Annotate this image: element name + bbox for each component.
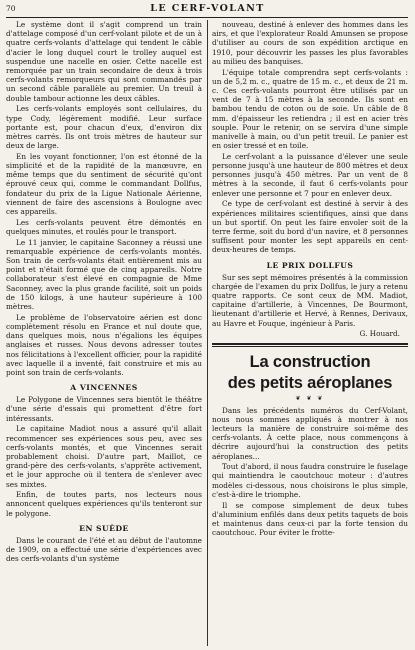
right-column [212,20,408,646]
page-header [0,2,415,16]
section-title-prix-dollfus: LE PRIX DOLLFUS [266,260,354,270]
paragraph: L'équipe totale comprendra sept cerfs-volants : un de 5,2 m. c., quatre de 15 m. c., et deux de 21 m. c. Ces cerfs-volants pourront être utilisés par un vent de 7 à 15 mètres à la seconde. Ils sont en bambou tendu de coton ou de soie. Un câble de 8 mm. d'épaisseur les retiendra ; il est en acier très souple. Pour le retenir, on se servira d'une simple manivelle à main, ou d'un petit treuil. Le panier est en osier tressé et en toile. [212,67,408,151]
paragraph: Dans les précédents numéros du Cerf-Volant, nous nous sommes appliqués à montrer à nos lecteurs la manière de construire soi-même des cerfs-volants. À cette place, nous commençons à décrire aujourd'hui la construction des petits aéroplanes... [212,405,408,461]
left-column [6,20,202,646]
paragraph: Le 11 janvier, le capitaine Saconney a réussi une remarquable expérience de cerfs-volants montés. Son train de cerfs-volants était entièrement mis au point et n'était formé que de cinq appareils. Notre collaborateur s'est élevé en compagnie de Mme Saconney, avec la plus grande facilité, soit un poids de 150 kilogs, à une hauteur supérieure à 100 mètres. [6,237,202,312]
paragraph: Il se compose simplement de deux tubes d'aluminium enfilés dans deux petits taquets de bois et maintenus dans ceux-ci par la forte tension du caoutchouc. Pour éviter le frotte- [212,500,408,538]
paragraph: Tout d'abord, il nous faudra construire le fuselage qui maintiendra le caoutchouc moteur : d'autres modèles ci-dessous, nous choisirons le plus simple, c'est-à-dire le triomphe. [212,462,408,499]
article-title-line-2: des petits aéroplanes [227,373,393,392]
paragraph: Les cerfs-volants peuvent être démontés en quelques minutes, et roulés pour le transport. [6,217,202,236]
paragraph: Dans le courant de l'été et au début de l'automne de 1909, on a effectué une série d'expériences avec des cerfs-volants d'un système [6,535,202,564]
paragraph: Enfin, de toutes parts, nos lecteurs nous annoncent quelques expériences qu'ils tenteront sur le polygone. [6,490,202,518]
section-title-suede: EN SUÈDE [79,523,129,533]
paragraph: Ce type de cerf-volant est destiné à servir à des expériences militaires scientifiques, ainsi que dans un but sportif. On peut les faire envoler soit de la terre ferme, soit du bord d'un navire, et 8 personnes suffisent pour monter les sept appareils en cent-deux-heures de temps. [212,199,408,255]
paragraph: Les cerfs-volants employés sont cellulaires, du type Cody, légèrement modifié. Leur surface portante est, pour chacun d'eux, d'environ dix mètres carrés. Ils ont trois mètres de hauteur sur deux de large. [6,104,202,151]
paragraph: Le Polygone de Vincennes sera bientôt le théâtre d'une série d'essais qui promettent d'être fort intéressants. [6,395,202,423]
paragraph: nouveau, destiné à enlever des hommes dans les airs, et que l'explorateur Roald Amunsen se propose d'utiliser au cours de son expédition arctique en 1910, pour découvrir les passes les plus favorables au milieu des banquises. [212,20,408,66]
journal-title: LE CERF-VOLANT [150,3,265,14]
paragraph: Le problème de l'observatoire aérien est donc complètement résolu en France et nul doute que, dans quelques mois, nous n'égalions les équipes anglaises et russes. Nous devons adresser toutes nos félicitations à l'excellent officier, pour la rapidité avec laquelle il a inventé, fait construire et mis au point son train de cerfs-volants. [6,312,202,378]
paragraph: Sur ses sept mémoires présentés à la commission chargée de l'examen du prix Dollfus, le jury a retenu quatre rapports. Ce sont ceux de MM. Madiot, capitaine d'artillerie, à Vincennes, De Bourmont, lieutenant d'artillerie et Hervé, à Rennes, Derivaux, au Havre et Fouque, ingénieur à Paris. [212,272,408,328]
paragraph: En les voyant fonctionner, l'on est étonné de la simplicité et de la rapidité de la manœuvre, en même temps que du sentiment de sécurité qu'ont éprouvé ceux qui, comme le commandant Dollfus, fondateur du prix de la Ligue Nationale Aérienne, viennent de faire des ascensions à Boulogne avec ces appareils. [6,151,202,217]
section-title-vincennes: A VINCENNES [70,383,138,393]
paragraph: Le système dont il s'agit comprend un train d'attelage composé d'un cerf-volant pilote et de un à quatre cerfs-volants d'attelage qui tendent le câble d'acier le long duquel court le trolley auquel est suspendue une nacelle en osier. Cette nacelle est remorquée par un train secondaire de deux à trois cerfs-volants remorqueurs qui sont commandés par un second câble parallèle au premier. Un treuil à double tambour actionne les deux câbles. [6,20,202,103]
article-rule [212,343,408,347]
page-number: 70 [6,4,16,13]
signature: G. Houard. [359,329,400,339]
column-divider [207,20,208,646]
paragraph: Le cerf-volant a la puissance d'élever une seule personne jusqu'à une hauteur de 800 mètres et deux personnes jusqu'à 450 mètres. Par un vent de 8 mètres à la seconde, il faut 6 cerfs-volants pour enlever une personne et 7 pour en enlever deux. [212,151,408,198]
header-rule [6,17,408,18]
paragraph: Le capitaine Madiot nous a assuré qu'il allait recommencer ses expériences sous peu, avec ses cerfs-volants montés, et que Vincennes serait probablement choisi. D'autre part, Maillot, ce grand-père des cerfs-volants, s'apprête activement, et le jour approche où il tentera de s'enlever avec ses mixtes. [6,424,202,489]
ornament: ❦ ❦ ❦ [295,394,325,402]
article-title-line-1: La construction [249,352,371,371]
